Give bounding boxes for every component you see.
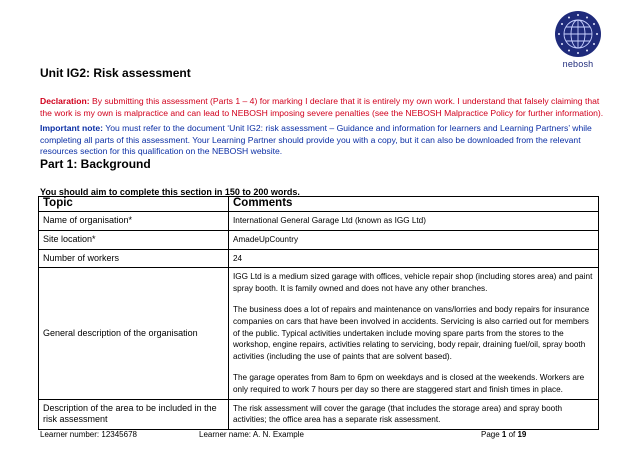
table-row <box>39 249 599 268</box>
declaration-label: Declaration: <box>40 96 90 106</box>
declaration-paragraph <box>40 96 605 119</box>
word-count-instruction: You should aim to complete this section in 150 to 200 words. <box>40 187 300 197</box>
page-current: 1 <box>501 430 507 439</box>
topic-cell: Site location* <box>39 230 229 249</box>
comment-paragraph: The business does a lot of repairs and maintenance on vans/lorries and body repairs for insurance companies on cars that have been involved in accidents. Servicing is also carried out for members of the public. Typical activities undertaken include moving spare parts from the stores to the workshop, engine repairs, activities relating to servicing, body repair, draining fuel/oil, spray booth activities (including the use of paints that are solvent based). <box>233 304 590 362</box>
comment-cell[interactable] <box>229 212 599 231</box>
declaration-text: By submitting this assessment (Parts 1 – 4) for marking I declare that it is entirely my own work. I understand that falsely claiming that the work is my own is malpractice and can lead to NEBOSH imposing severe penalties (see the NEBOSH Malpractice Policy for further information). <box>40 96 604 118</box>
important-note-text: You must refer to the document ‘Unit IG2: risk assessment – Guidance and information for learners and Learning Partners’ while completing all parts of this assessment. Your Learning Partner should provide you with a copy, but it can also be downloaded from the relevant resources section for this qualification on the NEBOSH website. <box>40 123 592 156</box>
table-header-row <box>39 197 599 212</box>
page-of: of <box>506 430 518 439</box>
topic-cell: Number of workers <box>39 249 229 268</box>
comment-cell[interactable] <box>229 268 599 399</box>
comment-paragraph: The risk assessment will cover the garage (that includes the storage area) and spray booth activities; the office area has a separate risk assessment. <box>233 403 563 425</box>
comment-paragraph: AmadeUpCountry <box>233 234 299 244</box>
comment-paragraph: International General Garage Ltd (known as IGG Ltd) <box>233 216 426 225</box>
column-header-comments: Comments <box>229 197 599 212</box>
table-row <box>39 212 599 231</box>
part-title: Part 1: Background <box>40 157 151 171</box>
important-note-paragraph <box>40 123 605 158</box>
table-row <box>39 399 599 430</box>
page-number <box>481 430 526 439</box>
comment-cell[interactable] <box>229 249 599 268</box>
topic-cell: Name of organisation* <box>39 212 229 231</box>
page-total: 19 <box>517 430 527 439</box>
important-note-label: Important note: <box>40 123 104 133</box>
comment-cell[interactable] <box>229 399 599 430</box>
unit-title: Unit IG2: Risk assessment <box>40 66 191 80</box>
table-row <box>39 268 599 399</box>
globe-icon <box>555 11 601 57</box>
comment-cell[interactable] <box>229 230 599 249</box>
comment-paragraph: IGG Ltd is a medium sized garage with offices, vehicle repair shop (including stores area) and paint spray booth. It is family owned and does not have any other branches. <box>233 272 593 294</box>
learner-number: Learner number: 12345678 <box>40 430 137 439</box>
table-row <box>39 230 599 249</box>
topic-cell: Description of the area to be included in the risk assessment <box>39 399 229 430</box>
page-prefix: Page <box>481 430 502 439</box>
nebosh-logo <box>548 11 608 69</box>
background-table <box>38 196 599 430</box>
comment-paragraph: The garage operates from 8am to 6pm on weekdays and is closed at the weekends. Workers are only required to work 7 hours per day so there are staggered start and finish times in place. <box>233 372 585 394</box>
logo-text: nebosh <box>562 59 594 69</box>
topic-cell: General description of the organisation <box>39 268 229 399</box>
column-header-topic: Topic <box>39 197 229 212</box>
comment-paragraph: 24 <box>233 253 243 263</box>
learner-name: Learner name: A. N. Example <box>199 430 304 439</box>
